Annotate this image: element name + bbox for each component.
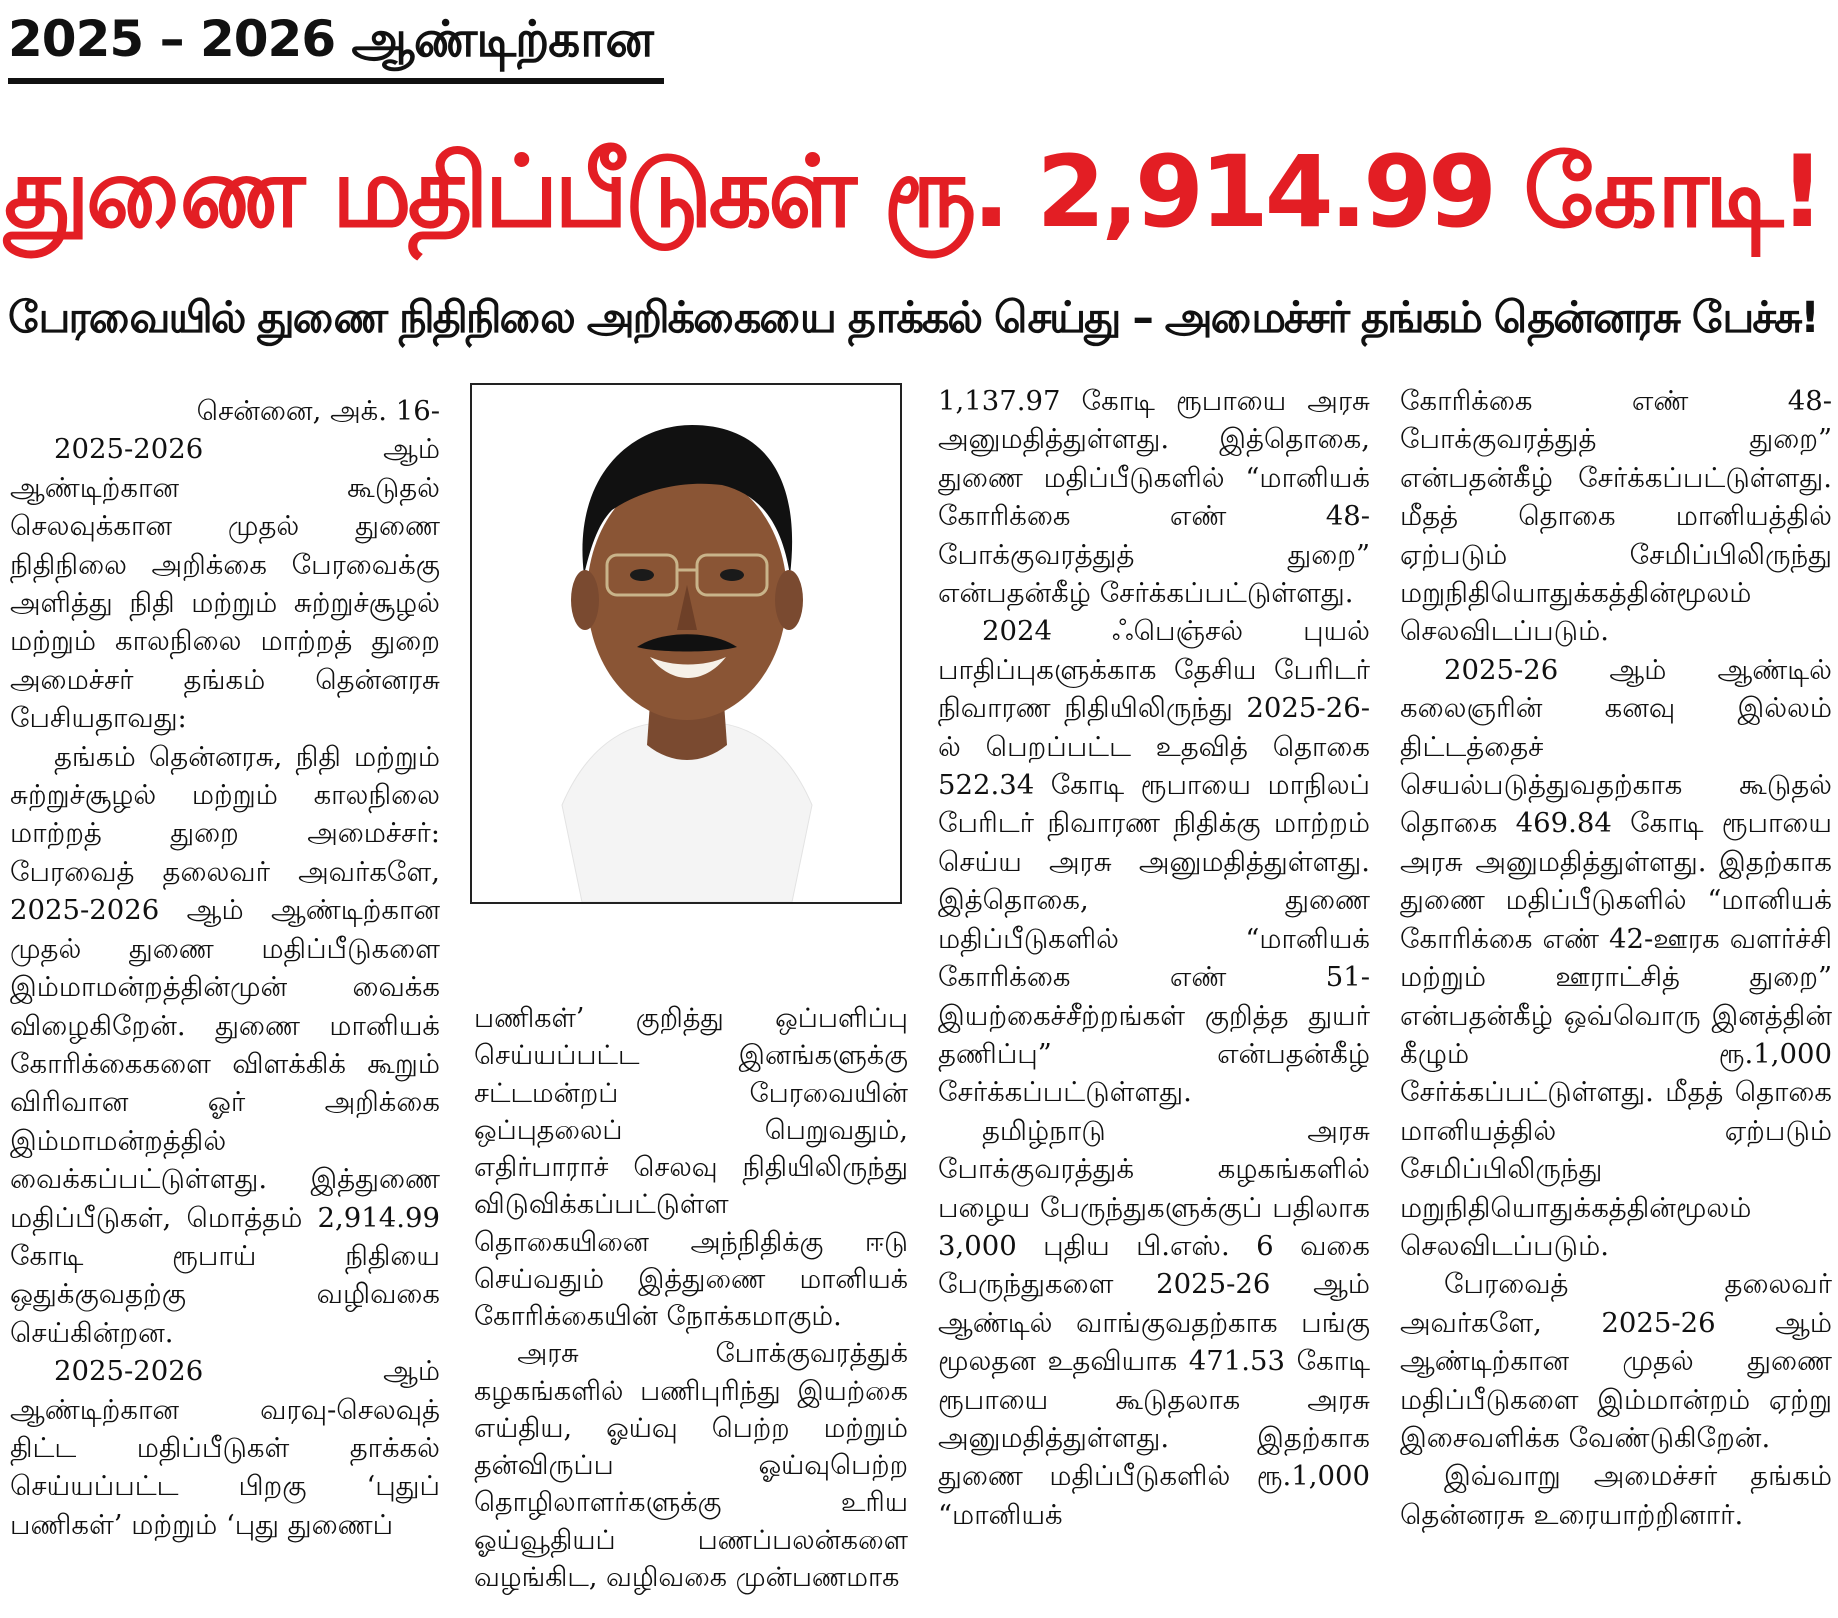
kicker-underline [8,78,664,84]
paragraph: 2025-2026 ஆம் ஆண்டிற்கான கூடுதல் செலவுக்கான முதல் துணை நிதிநிலை அறிக்கை பேரவைக்கு அளித்து நிதி மற்றும் சுற்றுச்சூழல் மற்றும் காலநிலை மாற்றத் துறை அமைச்சர் தங்கம் தென்னரசு பேசியதாவது: [10,433,440,735]
paragraph: 2025-26 ஆம் ஆண்டில் கலைஞரின் கனவு இல்லம் திட்டத்தைச் செயல்படுத்துவதற்காக கூடுதல் தொகை 469.84 கோடி ரூபாயை அரசு அனுமதித்துள்ளது. இதற்காக துணை மதிப்பீடுகளில் “மானியக் கோரிக்கை எண் 42-ஊரக வளர்ச்சி மற்றும் ஊராட்சித் துறை” என்பதன்கீழ் ஒவ்வொரு இனத்தின் கீழும் ரூ.1,000 சேர்க்கப்பட்டுள்ளது. மீதத் தொகை மானியத்தில் ஏற்படும் சேமிப்பிலிருந்து மறுநிதியொதுக்கத்தின்மூலம் செலவிடப்படும். [1400,653,1832,1262]
article-column-4 [1400,382,1832,1534]
paragraph: கோரிக்கை எண் 48-போக்குவரத்துத் துறை” என்பதன்கீழ் சேர்க்கப்பட்டுள்ளது. மீதத் தொகை மானியத்தில் ஏற்படும் சேமிப்பிலிருந்து மறுநிதியொதுக்கத்தின்மூலம் செலவிடப்படும். [1400,385,1832,648]
portrait-image [472,385,900,902]
paragraph: பணிகள்’ குறித்து ஒப்பளிப்பு செய்யப்பட்ட இனங்களுக்கு சட்டமன்றப் பேரவையின் ஒப்புதலைப் பெறுவதும், எதிர்பாராச் செலவு நிதியிலிருந்து விடுவிக்கப்பட்டுள்ள தொகையினை அந்நிதிக்கு ஈடு செய்வதும் இத்துணை மானியக் கோரிக்கையின் நோக்கமாகும். [474,1003,908,1333]
article-column-1 [10,392,440,1544]
article-column-2 [474,1000,908,1596]
paragraph: 1,137.97 கோடி ரூபாயை அரசு அனுமதித்துள்ளது. இத்தொகை, துணை மதிப்பீடுகளில் “மானியக் கோரிக்கை எண் 48-போக்குவரத்துத் துறை” என்பதன்கீழ் சேர்க்கப்பட்டுள்ளது. [938,385,1370,610]
paragraph: தங்கம் தென்னரசு, நிதி மற்றும் சுற்றுச்சூழல் மற்றும் காலநிலை மாற்றத் துறை அமைச்சர்: பேரவைத் தலைவர் அவர்களே, 2025-2026 ஆம் ஆண்டிற்கான முதல் துணை மதிப்பீடுகளை இம்மாமன்றத்தின்முன் வைக்க விழைகிறேன். துணை மானியக் கோரிக்கைகளை விளக்கிக் கூறும் விரிவான ஓர் அறிக்கை இம்மாமன்றத்தில் வைக்கப்பட்டுள்ளது. இத்துணை மதிப்பீடுகள், மொத்தம் 2,914.99 கோடி ரூபாய் நிதியை ஒதுக்குவதற்கு வழிவகை செய்கின்றன. [10,740,440,1349]
paragraph: பேரவைத் தலைவர் அவர்களே, 2025-26 ஆம் ஆண்டிற்கான முதல் துணை மதிப்பீடுகளை இம்மான்றம் ஏற்று இசைவளிக்க வேண்டுகிறேன். [1400,1268,1832,1454]
article-column-3 [938,382,1370,1534]
paragraph: அரசு போக்குவரத்துக் கழகங்களில் பணிபுரிந்து இயற்கை எய்திய, ஓய்வு பெற்ற மற்றும் தன்விருப்ப ஓய்வுபெற்ற தொழிலாளர்களுக்கு உரிய ஓய்வூதியப் பணப்பலன்களை வழங்கிட, வழிவகை முன்பணமாக [474,1338,908,1593]
paragraph: இவ்வாறு அமைச்சர் தங்கம் தென்னரசு உரையாற்றினார். [1400,1460,1832,1531]
dateline: சென்னை, அக். 16- [196,395,440,427]
minister-portrait [470,383,902,904]
paragraph: தமிழ்நாடு அரசு போக்குவரத்துக் கழகங்களில் பழைய பேருந்துகளுக்குப் பதிலாக 3,000 புதிய பி.எஸ். 6 வகை பேருந்துகளை 2025-26 ஆம் ஆண்டில் வாங்குவதற்காக பங்கு மூலதன உதவியாக 471.53 கோடி ரூபாயை கூடுதலாக அரசு அனுமதித்துள்ளது. இதற்காக துணை மதிப்பீடுகளில் ரூ.1,000 “மானியக் [938,1114,1370,1531]
kicker: 2025 – 2026 ஆண்டிற்கான [8,10,653,68]
headline: துணை மதிப்பீடுகள் ரூ. 2,914.99 கோடி! [4,135,1821,250]
paragraph: 2025-2026 ஆம் ஆண்டிற்கான வரவு-செலவுத் திட்ட மதிப்பீடுகள் தாக்கல் செய்யப்பட்ட பிறகு ‘புதுப் பணிகள்’ மற்றும் ‘புது துணைப் [10,1355,440,1541]
paragraph: 2024 ஃபெஞ்சல் புயல் பாதிப்புகளுக்காக தேசிய பேரிடர் நிவாரண நிதியிலிருந்து 2025-26-ல் பெறப்பட்ட உதவித் தொகை 522.34 கோடி ரூபாயை மாநிலப் பேரிடர் நிவாரண நிதிக்கு மாற்றம் செய்ய அரசு அனுமதித்துள்ளது. இத்தொகை, துணை மதிப்பீடுகளில் “மானியக் கோரிக்கை எண் 51-இயற்கைச்சீற்றங்கள் குறித்த துயர் தணிப்பு” என்பதன்கீழ் சேர்க்கப்பட்டுள்ளது. [938,615,1370,1109]
subhead: பேரவையில் துணை நிதிநிலை அறிக்கையை தாக்கல் செய்து – அமைச்சர் தங்கம் தென்னரசு பேச்சு! [8,293,1818,343]
